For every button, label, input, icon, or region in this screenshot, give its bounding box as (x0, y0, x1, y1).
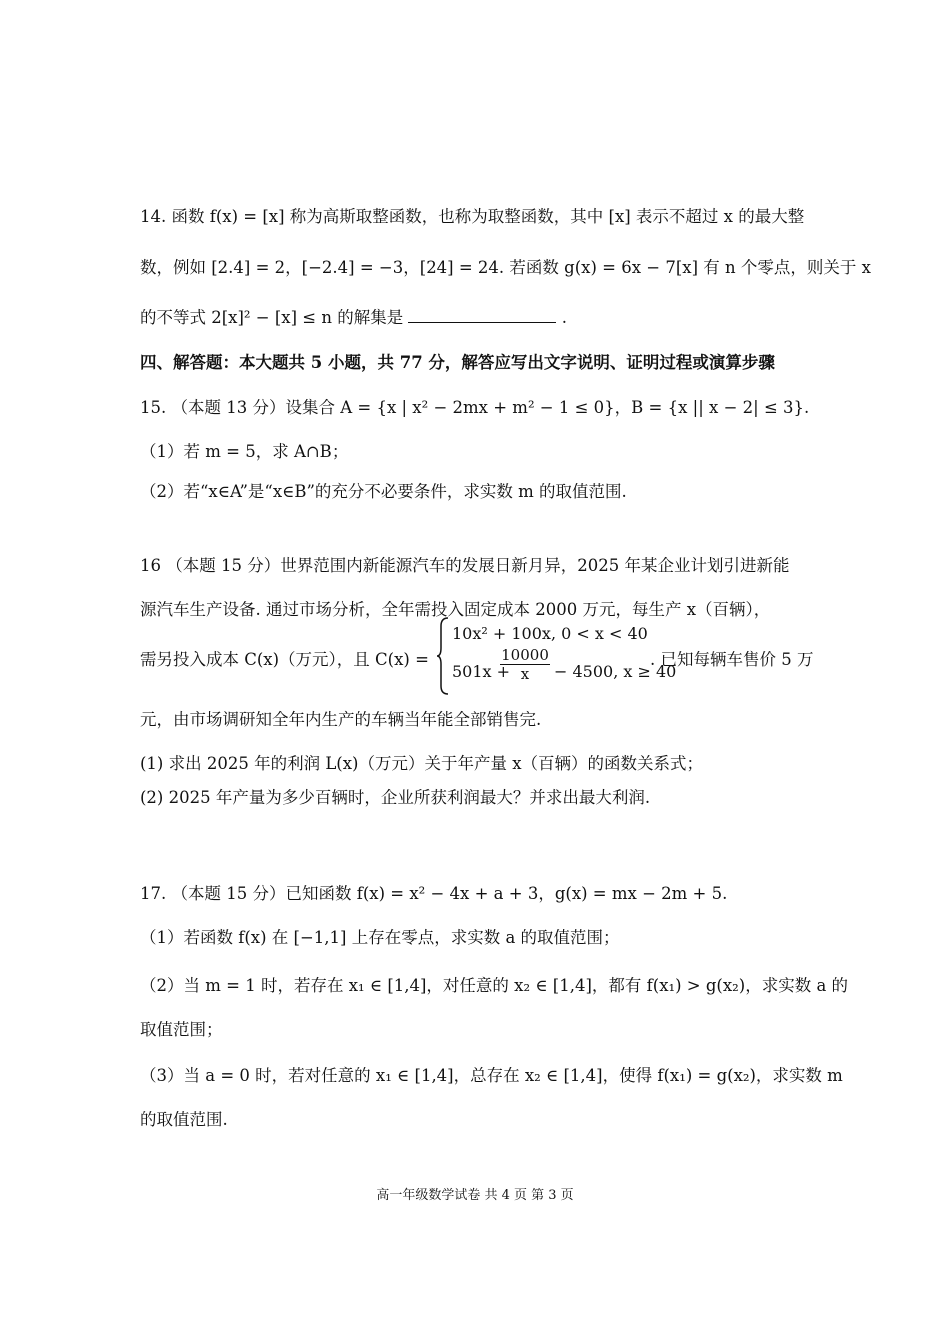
q17-part-3-line-1: （3）当 a = 0 时，若对任意的 x₁ ∈ [1,4]，总存在 x₂ ∈ [1,4]，使得 f(x₁) = g(x₂)，求实数 m (140, 1066, 843, 1085)
price-text: . 已知每辆车售价 5 万 (650, 650, 814, 669)
q15-part-1: （1）若 m = 5，求 A∩B； (140, 442, 349, 461)
q17-part-1: （1）若函数 f(x) 在 [−1,1] 上存在零点，求实数 a 的取值范围； (140, 928, 620, 947)
fraction-numerator: 10000 (501, 646, 549, 664)
q16-line-1: 16 （本题 15 分）世界范围内新能源汽车的发展日新月异，2025 年某企业计划引进新能 (140, 556, 790, 575)
q16-line-2: 源汽车生产设备. 通过市场分析，全年需投入固定成本 2000 万元，每生产 x（百辆）， (140, 600, 771, 619)
q16-line-4: 元，由市场调研知全年内生产的车辆当年能全部销售完. (140, 710, 542, 729)
q14-line-3 (140, 304, 567, 328)
q14-line-2: 数，例如 [2.4] = 2，[−2.4] = −3，[24] = 24. 若函数 g(x) = 6x − 7[x] 有 n 个零点，则关于 x (140, 258, 871, 277)
q16-part-2: (2) 2025 年产量为多少百辆时，企业所获利润最大？并求出最大利润. (140, 788, 651, 807)
case-1: 10x² + 100x, 0 < x < 40 (452, 624, 648, 643)
cost-label: 需另投入成本 C(x)（万元），且 C(x) = (140, 650, 429, 669)
answer-blank (408, 308, 556, 323)
case-2-right: − 4500, x ≥ 40 (554, 662, 677, 681)
q15-part-2: （2）若“x∈A”是“x∈B”的充分不必要条件，求实数 m 的取值范围. (140, 482, 627, 501)
q17-part-2-line-2: 取值范围； (140, 1020, 223, 1039)
page-footer: 高一年级数学试卷 共 4 页 第 3 页 (376, 1188, 574, 1203)
q14-inequality-text: 的不等式 2[x]² − [x] ≤ n 的解集是 (140, 308, 404, 327)
left-brace (436, 616, 450, 696)
q14-line-1: 14. 函数 f(x) = [x] 称为高斯取整函数，也称为取整函数，其中 [x] 表示不超过 x 的最大整 (140, 207, 805, 226)
q14-period: . (561, 308, 567, 327)
q16-part-1: (1) 求出 2025 年的利润 L(x)（万元）关于年产量 x（百辆）的函数关系式； (140, 754, 704, 773)
q15-stem: 15. （本题 13 分）设集合 A = {x | x² − 2mx + m² − 1 ≤ 0}，B = {x || x − 2| ≤ 3}. (140, 398, 810, 417)
q17-part-3-line-2: 的取值范围. (140, 1110, 228, 1129)
fraction (500, 646, 550, 683)
q17-part-2-line-1: （2）当 m = 1 时，若存在 x₁ ∈ [1,4]，对任意的 x₂ ∈ [1,4]，都有 f(x₁) > g(x₂)，求实数 a 的 (140, 976, 849, 995)
case-2-left: 501x + (452, 662, 511, 681)
fraction-denominator: x (520, 665, 530, 683)
q17-stem: 17. （本题 15 分）已知函数 f(x) = x² − 4x + a + 3，g(x) = mx − 2m + 5. (140, 884, 728, 903)
section-heading: 四、解答题：本大题共 5 小题，共 77 分，解答应写出文字说明、证明过程或演算步骤 (140, 353, 775, 372)
